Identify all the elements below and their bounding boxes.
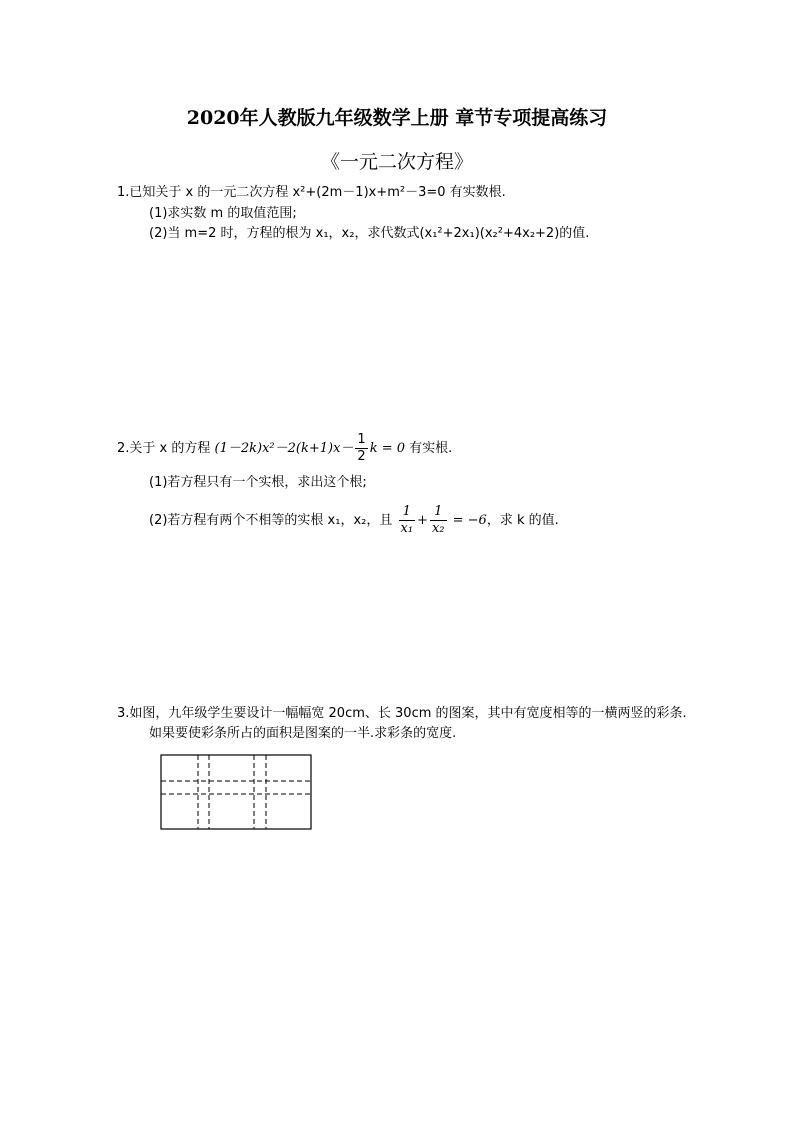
pattern-outline xyxy=(161,755,311,829)
page-subtitle: 《一元二次方程》 xyxy=(320,151,473,173)
q2-fraction-1 xyxy=(399,504,416,537)
q1-stem: 1.已知关于 x 的一元二次方程 x²+(2m－1)x+m²－3=0 有实数根. xyxy=(117,185,506,200)
q2-part2-prefix: (2)若方程有两个不相等的实根 x₁，x₂，且 xyxy=(149,513,393,528)
q2-equation-left: (1－2k)x²－2(k+1)x－ xyxy=(214,441,354,456)
q2-stem-prefix: 2.关于 x 的方程 xyxy=(117,441,211,456)
q2-part1: (1)若方程只有一个实根，求出这个根; xyxy=(149,475,367,490)
q2-plus-sign: + xyxy=(417,513,428,528)
q2-f2-numerator: 1 xyxy=(430,504,447,521)
page-title: 2020年人教版九年级数学上册 章节专项提高练习 xyxy=(186,107,608,129)
q2-fraction-2 xyxy=(430,504,447,537)
q3-stem2: 如果要使彩条所占的面积是图案的一半.求彩条的宽度. xyxy=(149,726,457,741)
q3-stem: 3.如图，九年级学生要设计一幅幅宽 20cm、长 30cm 的图案，其中有宽度相等的一横两竖的彩条. xyxy=(117,706,687,721)
q2-f1-numerator: 1 xyxy=(399,504,416,521)
q2-part2 xyxy=(149,504,559,537)
q2-f1-denominator: x₁ xyxy=(400,521,414,536)
q2-fraction-denominator: 2 xyxy=(357,449,366,464)
q2-f2-denominator: x₂ xyxy=(431,521,445,536)
q1-part1: (1)求实数 m 的取值范围; xyxy=(149,206,297,221)
q2-part2-suffix: ，求 k 的值. xyxy=(486,513,559,528)
q2-equation-value: = −6 xyxy=(452,513,487,528)
q2-fraction-numerator: 1 xyxy=(357,432,366,447)
q2-stem xyxy=(117,432,452,465)
q2-equation-right: k = 0 xyxy=(369,441,406,456)
q2-equation-fraction xyxy=(355,432,367,465)
stripe-pattern-figure xyxy=(160,754,316,832)
q1-part2: (2)当 m=2 时，方程的根为 x₁，x₂，求代数式(x₁²+2x₁)(x₂²+4x₂+2)的值. xyxy=(149,226,590,241)
q2-stem-suffix: 有实根. xyxy=(409,441,453,456)
